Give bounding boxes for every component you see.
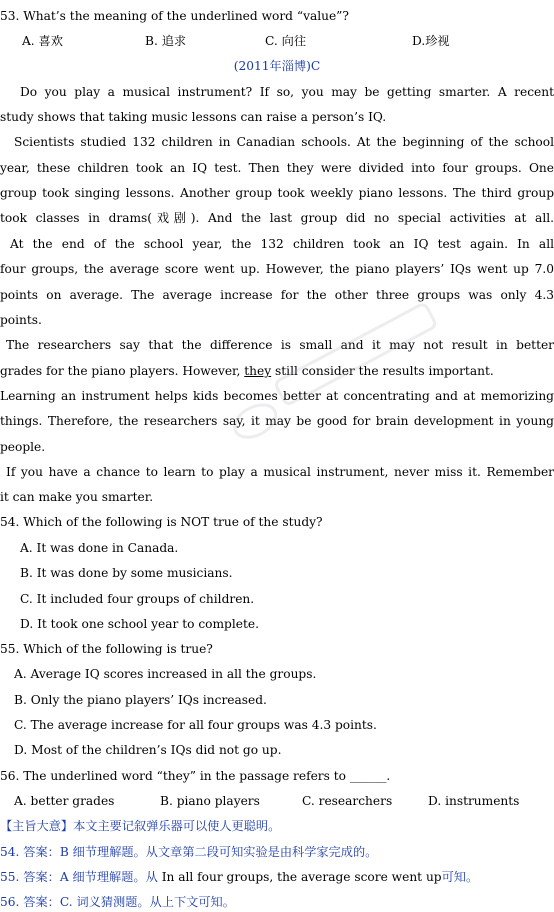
passage-line: year, these children took an IQ test. Then they were divided into four groups. One [0,161,554,175]
analysis-text: 55. 答案：A 细节理解题。从 [0,870,162,884]
underlined-word-they: they [244,364,272,378]
q56-question: 56. The underlined word “they” in the passage refers to ______. [0,769,391,783]
q53-option-b: B. 追求 [145,34,187,48]
passage-source: (2011年淄博)C [233,59,321,73]
q53-question: 53. What’s the meaning of the underlined word “value”? [0,9,349,23]
q55-option-c: C. The average increase for all four groups was 4.3 points. [14,718,377,732]
q54-option-b: B. It was done by some musicians. [20,566,233,580]
passage-line: points on average. The average increase for the other three groups was only 4.3 [0,288,554,302]
passage-line: Do you play a musical instrument? If so, you may be getting smarter. A recent [20,85,554,99]
q56-option-b: B. piano players [160,794,260,808]
q56-option-c: C. researchers [302,794,393,808]
q54-option-a: A. It was done in Canada. [20,541,179,555]
passage-line-with-underline [0,363,554,379]
q55-option-d: D. Most of the children’s IQs did not go up. [14,743,282,757]
passage-line: things. Therefore, the researchers say, it may be good for brain development in young [0,414,554,428]
q56-option-d: D. instruments [428,794,520,808]
q53-option-a: A. 喜欢 [22,34,63,48]
q53-option-c: C. 向往 [265,34,307,48]
passage-line: it can make you smarter. [0,490,154,504]
passage-line: people. [0,440,46,454]
q54-option-c: C. It included four groups of children. [20,592,255,606]
passage-text: grades for the piano players. However, [0,364,245,378]
q54-question: 54. Which of the following is NOT true of the study? [0,515,323,529]
q55-option-b: B. Only the piano players’ IQs increased. [14,693,267,707]
passage-line: Scientists studied 132 children in Canadian schools. At the beginning of the school [14,135,554,149]
q55-option-a: A. Average IQ scores increased in all the groups. [14,667,317,681]
passage-line: At the end of the school year, the 132 children took an IQ test again. In all [10,237,554,251]
passage-line: took classes in drams(戏剧). And the last group did no special activities at all. [0,211,554,225]
passage-line: points. [0,313,42,327]
analysis-answer-56: 56. 答案：C. 词义猜测题。从上下文可知。 [0,895,235,909]
q54-option-d: D. It took one school year to complete. [20,617,259,631]
analysis-answer-54: 54. 答案：B 细节理解题。从文章第二段可知实验是由科学家完成的。 [0,845,378,859]
q56-option-a: A. better grades [14,794,115,808]
analysis-answer-55 [0,869,554,885]
analysis-quote: In all four groups, the average score went up [161,870,442,884]
q53-option-d: D.珍视 [412,34,450,48]
passage-line: The researchers say that the difference is small and it may not result in better [6,338,554,352]
passage-line: group took singing lessons. Another group took weekly piano lessons. The third group [0,186,554,200]
passage-line: four groups, the average score went up. However, the piano players’ IQs went up 7.0 [0,262,554,276]
passage-text: still consider the results important. [271,364,494,378]
analysis-text: 可知。 [441,870,479,884]
passage-line: study shows that taking music lessons can raise a person’s IQ. [0,110,387,124]
q55-question: 55. Which of the following is true? [0,642,213,656]
passage-line: If you have a chance to learn to play a musical instrument, never miss it. Remember [6,465,554,479]
passage-line: Learning an instrument helps kids becomes better at concentrating and at memorizing [0,389,554,403]
analysis-main-idea: 【主旨大意】本文主要记叙弹乐器可以使人更聪明。 [0,819,281,833]
